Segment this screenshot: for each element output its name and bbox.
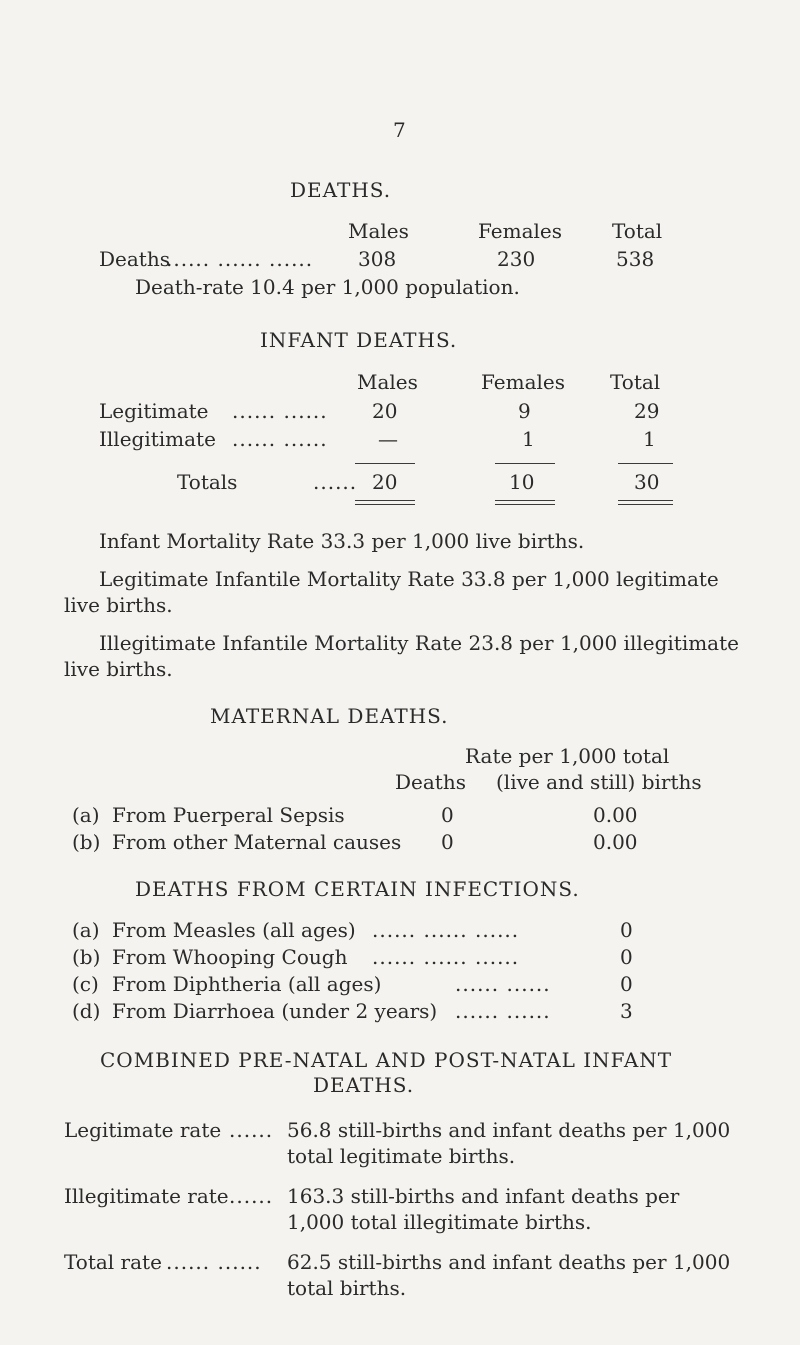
- deaths-heading: DEATHS.: [290, 178, 392, 202]
- combined-row-line2: 1,000 total illegitimate births.: [287, 1210, 592, 1234]
- infection-row-label: From Diarrhoea (under 2 years): [112, 999, 438, 1023]
- infection-row-marker: (b): [72, 945, 101, 969]
- infections-heading: DEATHS FROM CERTAIN INFECTIONS.: [135, 877, 580, 901]
- deaths-females-value: 230: [497, 247, 536, 271]
- infection-row-label: From Whooping Cough: [112, 945, 348, 969]
- combined-row-line2: total births.: [287, 1276, 407, 1300]
- infant-col-males: Males: [357, 370, 418, 394]
- infection-row-value: 0: [620, 918, 633, 942]
- combined-row-line2: total legitimate births.: [287, 1144, 516, 1168]
- maternal-col-deaths: Deaths: [395, 770, 466, 794]
- maternal-row-rate: 0.00: [593, 830, 638, 854]
- combined-row-dots: ......: [229, 1184, 274, 1208]
- deaths-col-females: Females: [478, 219, 563, 243]
- maternal-row-label: From Puerperal Sepsis: [112, 803, 345, 827]
- infant-totals-females: 10: [509, 470, 535, 494]
- infection-row-dots: ...... ...... ......: [372, 918, 520, 942]
- maternal-row-label: From other Maternal causes: [112, 830, 402, 854]
- combined-row-line1: 163.3 still-births and infant deaths per: [287, 1184, 680, 1208]
- infant-col-total: Total: [610, 370, 661, 394]
- subtotal-rule: [618, 463, 673, 464]
- deaths-total-value: 538: [616, 247, 655, 271]
- infant-totals-label: Totals: [177, 470, 238, 494]
- illegit-rate-line1: Illegitimate Infantile Mortality Rate 23.8 per 1,000 illegitimate: [99, 631, 739, 655]
- infant-row-total: 29: [634, 399, 660, 423]
- infection-row-label: From Measles (all ages): [112, 918, 356, 942]
- infant-heading: INFANT DEATHS.: [260, 328, 458, 352]
- subtotal-rule: [355, 463, 415, 464]
- infant-row-total: 1: [643, 427, 656, 451]
- infant-row-males: —: [378, 427, 398, 451]
- maternal-row-rate: 0.00: [593, 803, 638, 827]
- maternal-row-marker: (b): [72, 830, 101, 854]
- infection-row-dots: ...... ...... ......: [372, 945, 520, 969]
- illegit-rate-line2: live births.: [64, 657, 173, 681]
- infection-row-dots: ...... ......: [455, 972, 551, 996]
- infant-totals-total: 30: [634, 470, 660, 494]
- infant-row-dots: ...... ......: [232, 427, 328, 451]
- combined-row-label: Legitimate rate: [64, 1118, 222, 1142]
- infection-row-marker: (c): [72, 972, 99, 996]
- combined-row-line1: 56.8 still-births and infant deaths per 1,000: [287, 1118, 731, 1142]
- infant-mortality-rate: Infant Mortality Rate 33.3 per 1,000 live births.: [99, 529, 585, 553]
- infant-col-females: Females: [481, 370, 566, 394]
- infant-totals-males: 20: [372, 470, 398, 494]
- infection-row-marker: (a): [72, 918, 100, 942]
- combined-heading-line2: DEATHS.: [313, 1073, 415, 1097]
- total-double-rule: [618, 500, 673, 505]
- deaths-col-total: Total: [612, 219, 663, 243]
- total-double-rule: [495, 500, 555, 505]
- combined-row-line1: 62.5 still-births and infant deaths per 1,000: [287, 1250, 731, 1274]
- infection-row-value: 0: [620, 972, 633, 996]
- combined-row-label: Illegitimate rate: [64, 1184, 229, 1208]
- total-double-rule: [355, 500, 415, 505]
- infant-row-label: Legitimate: [99, 399, 209, 423]
- infant-row-females: 9: [518, 399, 531, 423]
- combined-row-dots: ......: [229, 1118, 274, 1142]
- maternal-row-deaths: 0: [441, 803, 454, 827]
- infant-row-females: 1: [522, 427, 535, 451]
- infant-totals-dots: ......: [313, 470, 358, 494]
- infection-row-value: 0: [620, 945, 633, 969]
- infection-row-marker: (d): [72, 999, 101, 1023]
- infant-row-label: Illegitimate: [99, 427, 216, 451]
- maternal-col-rate-line2: (live and still) births: [496, 770, 702, 794]
- subtotal-rule: [495, 463, 555, 464]
- infant-row-males: 20: [372, 399, 398, 423]
- page-number: 7: [393, 118, 406, 142]
- infant-row-dots: ...... ......: [232, 399, 328, 423]
- legit-rate-line1: Legitimate Infantile Mortality Rate 33.8 per 1,000 legitimate: [99, 567, 719, 591]
- infection-row-value: 3: [620, 999, 633, 1023]
- deaths-row-dots: ...... ...... ......: [166, 247, 314, 271]
- death-rate: Death-rate 10.4 per 1,000 population.: [135, 275, 520, 299]
- deaths-col-males: Males: [348, 219, 409, 243]
- legit-rate-line2: live births.: [64, 593, 173, 617]
- combined-row-label: Total rate: [64, 1250, 162, 1274]
- infection-row-dots: ...... ......: [455, 999, 551, 1023]
- maternal-heading: MATERNAL DEATHS.: [210, 704, 449, 728]
- infection-row-label: From Diphtheria (all ages): [112, 972, 382, 996]
- combined-heading-line1: COMBINED PRE-NATAL AND POST-NATAL INFANT: [100, 1048, 673, 1072]
- deaths-row-label: Deaths: [99, 247, 170, 271]
- maternal-row-marker: (a): [72, 803, 100, 827]
- combined-row-dots: ...... ......: [166, 1250, 262, 1274]
- deaths-males-value: 308: [358, 247, 397, 271]
- maternal-row-deaths: 0: [441, 830, 454, 854]
- maternal-col-rate-line1: Rate per 1,000 total: [465, 744, 670, 768]
